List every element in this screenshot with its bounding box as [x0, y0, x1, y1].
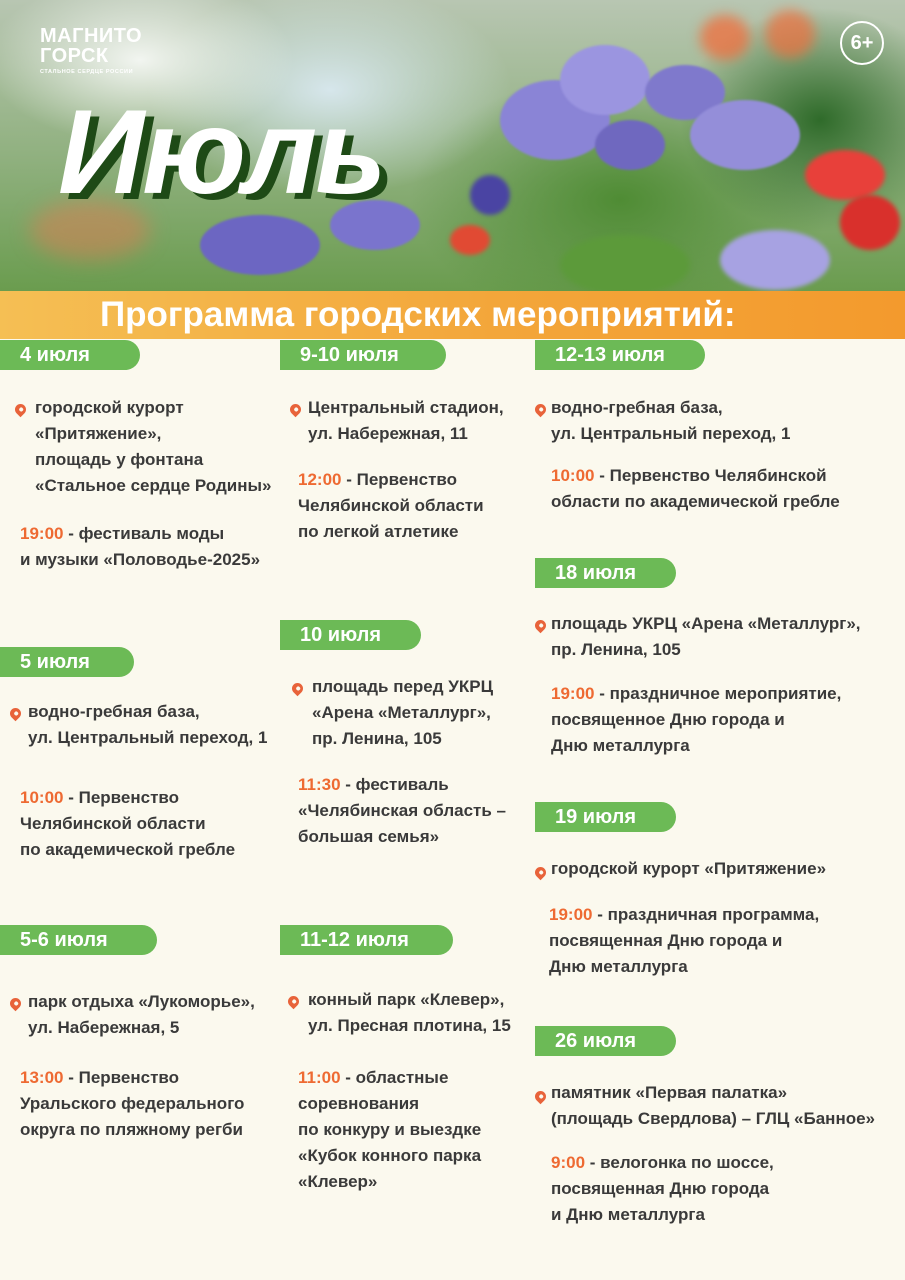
event-card	[288, 987, 538, 1195]
event-time: 19:00	[20, 524, 64, 543]
event-time: 13:00	[20, 1068, 64, 1087]
date-tab: 26 июля	[535, 1026, 676, 1056]
program-title: Программа городских мероприятий:	[100, 295, 736, 334]
event-description: области по академической гребле	[551, 492, 840, 511]
event-description: «Челябинская область –	[298, 801, 506, 820]
event-place: площадь у фонтана	[35, 450, 204, 469]
event-description: посвященная Дню города	[551, 1179, 770, 1198]
event-place: «Арена «Металлург»,	[312, 703, 491, 722]
event-description: соревнования	[298, 1094, 420, 1113]
event-description: по конкуру и выездке	[298, 1120, 482, 1139]
event-description: - праздничное мероприятие,	[599, 684, 842, 703]
event-description: Челябинской области	[20, 814, 206, 833]
event-place: площадь УКРЦ «Арена «Металлург»,	[551, 614, 861, 633]
city-logo	[40, 26, 142, 75]
event-description: по легкой атлетике	[298, 522, 459, 541]
event-card	[15, 395, 285, 573]
event-time: 10:00	[20, 788, 64, 807]
event-description: посвященное Дню города и	[551, 710, 785, 729]
event-description: посвященная Дню города и	[549, 931, 783, 950]
event-place: водно-гребная база,	[28, 702, 200, 721]
event-place: (площадь Свердлова) – ГЛЦ «Банное»	[551, 1109, 876, 1128]
event-description: - фестиваль моды	[68, 524, 225, 543]
event-place: городской курорт «Притяжение»	[551, 859, 827, 878]
event-card	[535, 856, 900, 980]
event-description: - фестиваль	[345, 775, 449, 794]
event-card	[535, 611, 900, 759]
event-place: конный парк «Клевер»,	[308, 990, 505, 1009]
event-place: городской курорт	[35, 398, 184, 417]
event-description: Дню металлурга	[549, 957, 688, 976]
event-description: округа по пляжному регби	[20, 1120, 244, 1139]
event-place: пр. Ленина, 105	[551, 640, 681, 659]
event-card	[10, 699, 280, 863]
event-place: «Стальное сердце Родины»	[35, 476, 272, 495]
event-description: - Первенство	[346, 470, 458, 489]
event-time: 12:00	[298, 470, 342, 489]
date-tab: 19 июля	[535, 802, 676, 832]
event-time: 10:00	[551, 466, 595, 485]
event-place: «Притяжение»,	[35, 424, 162, 443]
hero-image	[0, 0, 905, 292]
date-tab: 10 июля	[280, 620, 421, 650]
event-card	[535, 1080, 900, 1228]
event-card	[292, 674, 542, 850]
event-description: - Первенство	[68, 1068, 180, 1087]
event-description: «Клевер»	[298, 1172, 378, 1191]
event-time: 9:00	[551, 1153, 586, 1172]
event-time: 19:00	[549, 905, 593, 924]
logo-line-2: ГОРСК	[40, 45, 109, 67]
event-place: ул. Пресная плотина, 15	[308, 1016, 511, 1035]
event-description: и Дню металлурга	[551, 1205, 705, 1224]
event-card	[290, 395, 540, 545]
event-description: - Первенство Челябинской	[599, 466, 827, 485]
date-tab: 5-6 июля	[0, 925, 157, 955]
event-place: ул. Набережная, 5	[28, 1018, 180, 1037]
logo-tagline: СТАЛЬНОЕ СЕРДЦЕ РОССИИ	[40, 69, 134, 75]
event-place: площадь перед УКРЦ	[312, 677, 493, 696]
event-description: по академической гребле	[20, 840, 236, 859]
date-tab: 12-13 июля	[535, 340, 705, 370]
event-place: пр. Ленина, 105	[312, 729, 442, 748]
event-place: ул. Набережная, 11	[308, 424, 468, 443]
event-description: «Кубок конного парка	[298, 1146, 482, 1165]
event-place: Центральный стадион,	[308, 398, 504, 417]
event-place: ул. Центральный переход, 1	[551, 424, 791, 443]
date-tab: 18 июля	[535, 558, 676, 588]
date-tab: 11-12 июля	[280, 925, 453, 955]
event-description: большая семья»	[298, 827, 440, 846]
event-time: 11:00	[298, 1068, 341, 1087]
event-description: - праздничная программа,	[597, 905, 820, 924]
month-title: Июль	[58, 85, 385, 219]
event-description: Челябинской области	[298, 496, 484, 515]
event-time: 11:30	[298, 775, 341, 794]
event-place: водно-гребная база,	[551, 398, 723, 417]
event-card	[535, 395, 900, 515]
event-description: Уральского федерального	[20, 1094, 245, 1113]
event-description: - Первенство	[68, 788, 180, 807]
event-place: ул. Центральный переход, 1	[28, 728, 268, 747]
date-tab: 9-10 июля	[280, 340, 446, 370]
logo-line-1: МАГНИТО	[40, 25, 143, 47]
event-time: 19:00	[551, 684, 595, 703]
event-place: парк отдыха «Лукоморье»,	[28, 992, 255, 1011]
event-description: - областные	[345, 1068, 449, 1087]
date-tab: 4 июля	[0, 340, 140, 370]
event-description: Дню металлурга	[551, 736, 690, 755]
event-description: и музыки «Половодье-2025»	[20, 550, 261, 569]
event-place: памятник «Первая палатка»	[551, 1083, 788, 1102]
age-rating-badge: 6+	[840, 21, 884, 65]
date-tab: 5 июля	[0, 647, 134, 677]
event-description: - велогонка по шоссе,	[589, 1153, 774, 1172]
event-card	[10, 989, 280, 1143]
